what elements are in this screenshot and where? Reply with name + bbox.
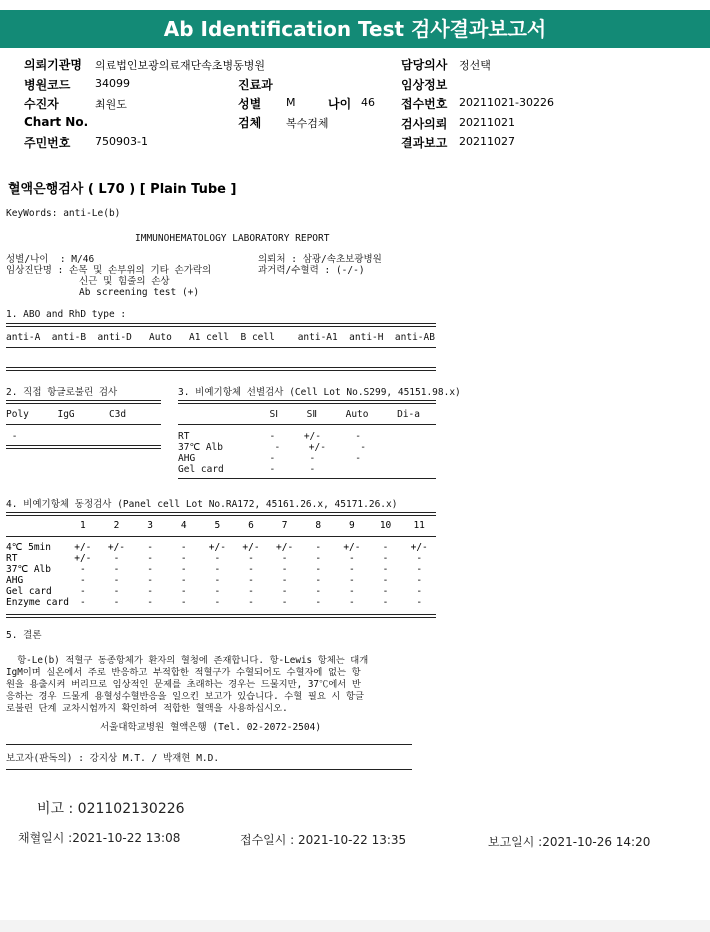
lab-report-title: IMMUNOHEMATOLOGY LABORATORY REPORT	[135, 233, 330, 244]
panel-column-header: 5	[214, 520, 221, 531]
clinical-diagnosis-line2: 신근 및 힘줄의 손상	[79, 276, 170, 287]
panel-column-header: 4	[180, 520, 187, 531]
divider	[6, 744, 412, 745]
value-requesting-institution: 의료법인보광의료재단속초병동병원	[95, 59, 266, 72]
panel-cell: -	[113, 564, 120, 575]
keywords: KeyWords: anti-Le(b)	[6, 208, 121, 219]
panel-cell: -	[147, 597, 153, 608]
label-attending-doctor: 담당의사	[401, 58, 448, 72]
divider	[6, 769, 412, 770]
divider	[6, 367, 436, 371]
panel-row-label: 4℃ 5min	[6, 542, 51, 553]
panel-cell: -	[349, 597, 355, 608]
label-specimen: 검체	[238, 116, 262, 130]
referring-institution: 의뢰처 : 삼광/속초보광병원	[258, 254, 382, 265]
report-title-banner: Ab Identification Test 검사결과보고서	[0, 10, 710, 48]
dat-header: Poly IgG C3d	[6, 409, 127, 420]
label-department: 진료과	[238, 78, 273, 92]
value-specimen: 복수검체	[286, 117, 329, 130]
panel-cell: -	[281, 553, 288, 564]
panel-cell: -	[214, 553, 221, 564]
panel-cell: -	[349, 564, 355, 575]
abo-rhd-title: 1. ABO and RhD type :	[6, 309, 127, 320]
divider	[6, 347, 436, 348]
panel-column-header: 10	[379, 520, 392, 531]
label-resident-no: 주민번호	[24, 136, 71, 150]
panel-column-header: 1	[79, 520, 86, 531]
value-age: 46	[361, 96, 375, 109]
divider	[6, 512, 436, 516]
panel-cell: -	[382, 553, 389, 564]
ab-screening-row-gel: Gel card - -	[178, 464, 316, 475]
panel-cell: +/-	[242, 542, 260, 553]
value-patient: 최원도	[95, 98, 127, 111]
label-hospital-code: 병원코드	[24, 78, 71, 92]
divider	[6, 400, 161, 404]
label-clinical-info: 임상정보	[401, 78, 448, 92]
panel-cell: +/-	[276, 542, 294, 553]
panel-row-label: Enzyme card	[6, 597, 69, 608]
ab-screening-row-rt: RT - +/- -	[178, 431, 362, 442]
panel-cell: -	[248, 553, 254, 564]
panel-cell: -	[180, 586, 187, 597]
panel-cell: +/-	[74, 553, 92, 564]
panel-column-header: 7	[281, 520, 288, 531]
panel-cell: +/-	[208, 542, 226, 553]
divider	[178, 400, 436, 404]
label-requesting-institution: 의뢰기관명	[24, 58, 82, 72]
label-accession-no: 접수번호	[401, 97, 448, 111]
panel-cell: -	[382, 542, 389, 553]
panel-cell: -	[416, 586, 423, 597]
panel-cell: -	[248, 575, 254, 586]
panel-cell: -	[180, 597, 187, 608]
value-report-date: 20211027	[459, 135, 515, 148]
panel-row-label: RT	[6, 553, 18, 564]
value-request-date: 20211021	[459, 116, 515, 129]
panel-cell: -	[79, 586, 86, 597]
conclusion-line-3: 원을 용출시켜 버리므로 임상적인 문제를 초래하는 경우는 드물지만, 37℃에서 반	[6, 679, 361, 690]
conclusion-title: 5. 결론	[6, 630, 42, 641]
panel-cell: -	[79, 564, 86, 575]
clinical-diagnosis: 임상진단명 : 손목 및 손부위의 기타 손가락의	[6, 265, 212, 276]
conclusion-line-4: 응하는 경우 드물게 용혈성수혈반응을 일으킨 보고가 있습니다. 수혈 필요 시 항글	[6, 691, 364, 702]
panel-cell: -	[180, 564, 187, 575]
ab-screening-row-37c: 37℃ Alb - +/- -	[178, 442, 366, 453]
panel-cell: -	[180, 553, 187, 564]
value-accession-no: 20211021-30226	[459, 96, 554, 109]
panel-cell: -	[416, 564, 423, 575]
value-sex: M	[286, 96, 296, 109]
conclusion-line-1: 항-Le(b) 적혈구 동종항체가 환자의 혈청에 존재합니다. 항-Lewis 항체는 대개	[6, 655, 369, 666]
panel-cell: -	[349, 553, 355, 564]
panel-cell: -	[281, 564, 288, 575]
panel-cell: -	[315, 575, 322, 586]
divider	[6, 614, 436, 618]
panel-cell: -	[416, 597, 423, 608]
transfusion-history: 과거력/수혈력 : (-/-)	[258, 265, 365, 276]
panel-cell: -	[248, 597, 254, 608]
panel-cell: -	[315, 597, 322, 608]
divider	[6, 323, 436, 327]
panel-cell: -	[79, 575, 86, 586]
panel-cell: -	[214, 597, 221, 608]
reporter: 보고자(판독의) : 강지상 M.T. / 박재현 M.D.	[6, 753, 220, 764]
page-bottom-strip	[0, 920, 710, 932]
conclusion-line-5: 로불린 단계 교차시험까지 확인하여 적합한 혈액을 사용하십시오.	[6, 703, 288, 714]
panel-cell: -	[248, 586, 254, 597]
panel-cell: -	[382, 586, 389, 597]
panel-cell: -	[416, 575, 423, 586]
divider	[6, 536, 436, 537]
panel-cell: -	[147, 542, 153, 553]
divider	[178, 478, 436, 479]
panel-row-label: 37℃ Alb	[6, 564, 51, 575]
panel-cell: +/-	[410, 542, 428, 553]
panel-column-header: 8	[315, 520, 322, 531]
panel-column-header: 11	[413, 520, 425, 531]
receipt-datetime: 접수일시 : 2021-10-22 13:35	[240, 833, 407, 847]
panel-cell: -	[315, 564, 322, 575]
conclusion-line-2: IgM이며 실온에서 주로 반응하고 부적합한 적혈구가 수혈되어도 수혈자에 없는 항	[6, 667, 361, 678]
panel-cell: -	[180, 575, 187, 586]
ab-screening-header: SⅠ SⅡ Auto Di-a	[178, 409, 420, 420]
abo-rhd-header: anti-A anti-B anti-D Auto A1 cell B cell anti-A1 anti-H anti-AB	[6, 332, 435, 343]
panel-column-header: 9	[349, 520, 355, 531]
panel-column-header: 6	[248, 520, 254, 531]
panel-cell: -	[180, 542, 187, 553]
panel-cell: -	[416, 553, 423, 564]
panel-cell: -	[113, 575, 120, 586]
panel-cell: -	[113, 553, 120, 564]
panel-cell: -	[382, 564, 389, 575]
panel-cell: -	[281, 586, 288, 597]
label-age: 나이	[328, 97, 352, 111]
dat-value: -	[6, 431, 18, 442]
panel-column-header	[6, 520, 66, 536]
section-title: 혈액은행검사 ( L70 ) [ Plain Tube ]	[8, 182, 237, 197]
panel-cell: -	[248, 564, 254, 575]
panel-cell-table	[6, 520, 436, 608]
panel-cell: -	[315, 553, 322, 564]
panel-cell: -	[315, 586, 322, 597]
panel-cell: +/-	[107, 542, 126, 553]
label-patient: 수진자	[24, 97, 59, 111]
sex-age: 성별/나이 : M/46	[6, 254, 95, 265]
panel-cell: -	[113, 586, 120, 597]
panel-cell: -	[147, 564, 153, 575]
panel-cell: -	[281, 597, 288, 608]
ab-identification-title: 4. 비예기항체 동정검사 (Panel cell Lot No.RA172, 45161.26.x, 45171.26.x)	[6, 499, 398, 510]
panel-column-header: 2	[113, 520, 120, 531]
value-resident-no: 750903-1	[95, 135, 148, 148]
panel-cell: -	[147, 553, 153, 564]
panel-cell: +/-	[74, 542, 92, 553]
panel-cell: -	[214, 575, 221, 586]
panel-cell: -	[214, 586, 221, 597]
panel-row-label: Gel card	[6, 586, 52, 597]
panel-cell: -	[349, 586, 355, 597]
divider	[178, 424, 436, 425]
divider	[6, 445, 161, 449]
panel-cell: -	[382, 575, 389, 586]
panel-cell: -	[113, 597, 120, 608]
label-report-date: 결과보고	[401, 136, 448, 150]
panel-cell: -	[382, 597, 389, 608]
value-attending-doctor: 정선택	[459, 59, 491, 72]
label-request-date: 검사의뢰	[401, 117, 448, 131]
panel-cell: -	[349, 575, 355, 586]
panel-cell: -	[79, 597, 86, 608]
panel-cell: -	[214, 564, 221, 575]
panel-cell: -	[315, 542, 322, 553]
blood-bank-contact: 서울대학교병원 혈액은행 (Tel. 02-2072-2504)	[100, 722, 322, 733]
collection-datetime: 채혈일시 :2021-10-22 13:08	[18, 831, 181, 845]
label-chart-no: Chart No.	[24, 115, 89, 129]
panel-cell: -	[281, 575, 288, 586]
ab-screening-title: 3. 비예기항체 선별검사 (Cell Lot No.S299, 45151.98.x)	[178, 387, 461, 398]
clinical-diagnosis-line3: Ab screening test (+)	[79, 287, 200, 298]
divider	[6, 424, 161, 425]
report-datetime: 보고일시 :2021-10-26 14:20	[488, 835, 651, 849]
dat-title: 2. 직접 항글로불린 검사	[6, 387, 118, 398]
panel-cell: -	[147, 575, 153, 586]
panel-cell: -	[147, 586, 153, 597]
remark: 비고 : 021102130226	[37, 801, 185, 817]
panel-column-header: 3	[147, 520, 153, 531]
value-hospital-code: 34099	[95, 77, 130, 90]
panel-row-label: AHG	[6, 575, 24, 586]
panel-cell: +/-	[343, 542, 361, 553]
label-sex: 성별	[238, 97, 262, 111]
ab-screening-row-ahg: AHG - - -	[178, 453, 362, 464]
